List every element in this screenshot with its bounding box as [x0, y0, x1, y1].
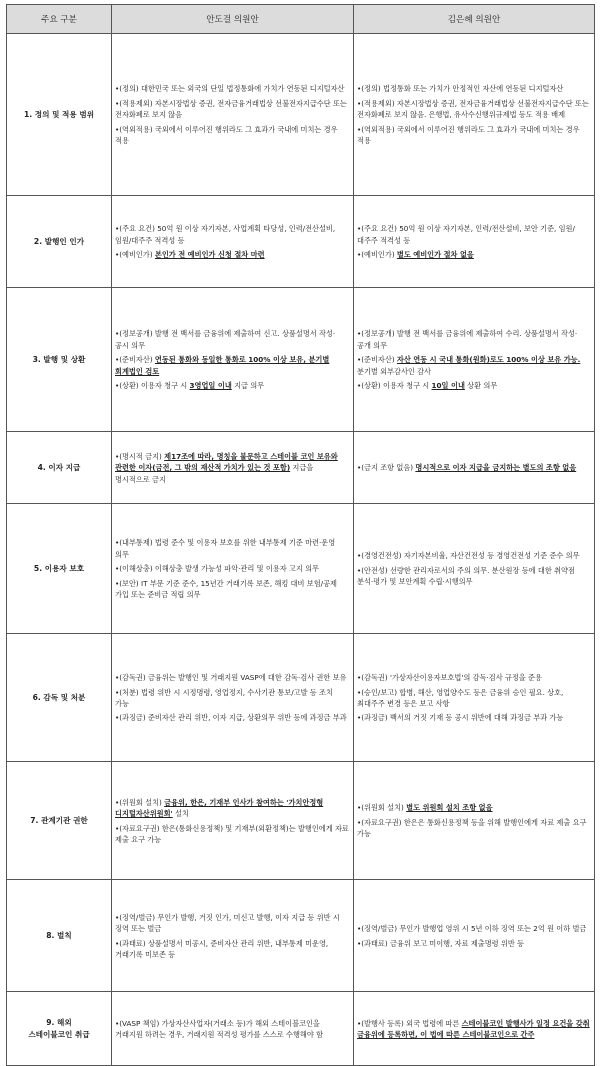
bullet-item	[357, 124, 590, 147]
bullet-item	[115, 223, 349, 246]
bullet-item	[357, 462, 590, 473]
bullet-item	[357, 98, 590, 121]
category-text: 8. 벌칙	[46, 930, 72, 940]
bullet-item	[115, 712, 349, 723]
header-kim-bill: 김은혜 의원안	[354, 5, 595, 34]
highlighted-text: 명시적으로 이자 지급을 금지하는 별도의 조항 없음	[415, 463, 577, 473]
bullet-item	[115, 938, 349, 961]
table-row	[7, 634, 595, 762]
highlighted-text: 10일 이내	[431, 381, 465, 391]
bullet-item	[357, 249, 590, 260]
row-category-label	[7, 992, 112, 1066]
row-category-label	[7, 762, 112, 880]
table-row	[7, 34, 595, 196]
bullet-item	[357, 354, 590, 377]
item-text: •(예비인가)	[115, 250, 155, 260]
bullet-item	[115, 249, 349, 260]
category-text: 2. 발행인 인가	[33, 236, 85, 246]
kim-bill-cell	[354, 34, 595, 196]
item-text: •(정의) 대한민국 또는 외국의 단일 법정통화에 가치가 연동된 디지털자산	[115, 84, 345, 94]
highlighted-text: 스테이블코인 발행사가 일정 요건을 갖춰 금융위에 등록하면, 이 법에 따른 스테이블코인으로 간주	[357, 1018, 590, 1039]
category-text: 5. 이용자 보호	[33, 563, 85, 573]
item-text: •(상환) 이용자 청구 시	[357, 381, 432, 391]
ando-bill-cell	[112, 762, 354, 880]
ando-bill-cell	[112, 34, 354, 196]
category-text: 6. 감독 및 처분	[32, 692, 86, 702]
category-text-line2: 스테이블코인 취급	[28, 1029, 90, 1039]
table-row	[7, 288, 595, 432]
row-category-label	[7, 634, 112, 762]
bullet-item	[115, 354, 349, 377]
bullet-item	[357, 83, 590, 94]
bullet-item	[115, 563, 349, 574]
ando-bill-cell	[112, 504, 354, 634]
item-text: •(역외적용) 국외에서 이루어진 행위라도 그 효과가 국내에 미치는 경우 적용	[115, 124, 338, 146]
kim-bill-cell	[354, 504, 595, 634]
ando-bill-cell	[112, 196, 354, 288]
bullet-item	[115, 537, 349, 560]
highlighted-text: 3영업일 이내	[189, 381, 232, 391]
table-row	[7, 432, 595, 504]
table-row	[7, 762, 595, 880]
header-category: 주요 구분	[7, 5, 112, 34]
item-text: 설치	[172, 809, 189, 819]
item-text: •(과징금) 준비자산 관리 위반, 이자 지급, 상환의무 위반 등에 과징금 부과	[115, 713, 347, 723]
item-text: •(과태료) 상품설명서 미공시, 준비자산 관리 위반, 내부통제 미운영, 거래기록 미보존 등	[115, 938, 329, 959]
bullet-item	[115, 797, 349, 820]
bullet-item	[357, 802, 590, 813]
item-text: •(자료요구권) 한은(통화신용정책) 및 기재부(외환정책)는 발행인에게 자료 제출 요구 가능	[115, 823, 349, 844]
item-text: •(예비인가)	[357, 250, 397, 260]
item-text: •(역외적용) 국외에서 이루어진 행위라도 그 효과가 국내에 미치는 경우 적용	[357, 124, 580, 146]
bullet-item	[357, 565, 590, 588]
bullet-item	[357, 223, 590, 246]
item-text: •(위원회 설치)	[357, 803, 407, 813]
table-row	[7, 504, 595, 634]
highlighted-text: 본인가 전 예비인가 신청 절차 마련	[154, 250, 265, 260]
item-text: •(과태료) 금융위 보고 미이행, 자료 제출명령 위반 등	[357, 938, 524, 948]
highlighted-text: 연동된 통화와 동일한 통화로 100% 이상 보유, 분기별 회계법인 검토	[115, 355, 330, 376]
item-text: •(징역/벌금) 무인가 발행, 거짓 인가, 미신고 발행, 이자 지급 등 위반 시 징역 또는 벌금	[115, 912, 340, 934]
kim-bill-cell	[354, 288, 595, 432]
item-text: 지급을 명시적으로 금지	[115, 463, 314, 484]
bullet-item	[357, 1018, 590, 1041]
item-text: •(위원회 설치)	[115, 797, 165, 807]
bullet-item	[357, 712, 590, 723]
bullet-item	[115, 687, 349, 710]
ando-bill-cell	[112, 288, 354, 432]
item-text: •(처분) 법령 위반 시 시정명령, 영업정지, 수사기관 통보/고발 등 조치 가능	[115, 687, 333, 708]
highlighted-text: 자산 연동 시 국내 통화(원화)로도 100% 이상 보유 가능.	[396, 355, 581, 365]
kim-bill-cell	[354, 880, 595, 992]
item-text: •(보안) IT 부문 기준 준수, 15년간 거래기록 보존, 해킹 대비 보험/공제 가입 또는 준비금 적립 의무	[115, 578, 337, 600]
item-text: •(안전성) 선량한 관리자로서의 주의 의무. 분산원장 등에 대한 취약점 분석·평가 및 보안계획 수립·시행의무	[357, 565, 575, 587]
bullet-item	[115, 578, 349, 601]
item-text: •(주요 요건) 50억 원 이상 자기자본, 인력/전산설비, 보안 기준, 임원/대주주 적격성 등	[357, 224, 575, 245]
bullet-item	[115, 672, 349, 683]
item-text: •(경영건전성) 자기자본비율, 자산건전성 등 경영건전성 기준 준수 의무	[357, 551, 580, 561]
kim-bill-cell	[354, 762, 595, 880]
kim-bill-cell	[354, 432, 595, 504]
category-text: 7. 관계기관 권한	[30, 815, 88, 825]
bullet-item	[115, 124, 349, 147]
bullet-item	[357, 672, 590, 683]
bullet-item	[115, 83, 349, 94]
table-row	[7, 880, 595, 992]
item-text: •(감독권) 금융위는 발행인 및 거래지원 VASP에 대한 감독·검사 권한 보유	[115, 673, 347, 683]
item-text: •(내부통제) 법령 준수 및 이용자 보호를 위한 내부통제 기준 마련·운영 의무	[115, 538, 336, 559]
ando-bill-cell	[112, 880, 354, 992]
item-text: •(정보공개) 발행 전 백서를 금융위에 제출하여 신고. 상품설명서 작성·공시 의무	[115, 329, 336, 350]
row-category-label	[7, 34, 112, 196]
item-text: •(상환) 이용자 청구 시	[115, 381, 190, 391]
item-text: •(금지 조항 없음)	[357, 463, 416, 473]
item-text: •(준비자산)	[115, 355, 155, 365]
item-text: 상환 의무	[464, 381, 498, 391]
row-category-label	[7, 432, 112, 504]
comparison-table-container	[6, 4, 594, 1066]
item-text: •(승인/보고) 합병, 해산, 영업양수도 등은 금융위 승인 필요. 상호, 최대주주 변경 등은 보고 사항	[357, 687, 564, 708]
item-text: •(적용제외) 자본시장법상 증권, 전자금융거래법상 선불전자지급수단 또는 전자화폐로 보지 않음	[115, 98, 347, 120]
highlighted-text: 금융위, 한은, 기재부 인사가 참여하는 '가치안정형 디지털자산위원회'	[115, 797, 324, 819]
ando-bill-cell	[112, 634, 354, 762]
item-text: •(준비자산)	[357, 355, 397, 365]
table-row	[7, 196, 595, 288]
bullet-item	[115, 98, 349, 121]
bullet-item	[357, 938, 590, 949]
kim-bill-cell	[354, 634, 595, 762]
item-text: •(과징금) 백서의 거짓 기재 등 공시 위반에 대해 과징금 부과 가능	[357, 713, 564, 723]
item-text: •(주요 요건) 50억 원 이상 자기자본, 사업계획 타당성, 인력/전산설비, 임원/대주주 적격성 등	[115, 224, 336, 245]
ando-bill-cell	[112, 432, 354, 504]
bullet-item	[357, 687, 590, 710]
item-text: •(명시적 금지)	[115, 451, 165, 461]
item-text: •(감독권) '가상자산이용자보호법'의 감독·검사 규정을 준용	[357, 673, 542, 683]
item-text: •(정보공개) 발행 전 백서를 금융위에 제출하여 수리. 상품설명서 작성·공개 의무	[357, 329, 578, 350]
item-text: •(발행사 등록) 외국 법령에 따른	[357, 1018, 462, 1028]
bullet-item	[115, 912, 349, 935]
highlighted-text: 별도 예비인가 절차 없음	[396, 250, 474, 260]
item-text: •(VASP 책임) 가상자산사업자(거래소 등)가 해외 스테이블코인을 거래지원 하려는 경우, 거래지원 적격성 평가를 스스로 수행해야 함	[115, 1018, 324, 1039]
item-text: 지급 의무	[231, 381, 265, 391]
bullet-item	[115, 380, 349, 391]
ando-bill-cell	[112, 992, 354, 1066]
item-text: •(징역/벌금) 무인가 발행업 영위 시 5년 이하 징역 또는 2억 원 이하 벌금	[357, 924, 587, 934]
bullet-item	[357, 550, 590, 561]
bullet-item	[115, 1018, 349, 1041]
bullet-item	[357, 817, 590, 840]
category-text: 4. 이자 지급	[37, 462, 81, 472]
item-text: •(적용제외) 자본시장법상 증권, 전자금융거래법상 선불전자지급수단 또는 전자화폐로 보지 않음. 은행법, 유사수신행위규제법 등도 적용 배제	[357, 98, 589, 120]
row-category-label	[7, 504, 112, 634]
category-text: 1. 정의 및 적용 범위	[23, 109, 95, 119]
item-text: 분기별 외부감사인 감사	[357, 366, 432, 376]
kim-bill-cell	[354, 992, 595, 1066]
bullet-item	[115, 823, 349, 846]
kim-bill-cell	[354, 196, 595, 288]
item-text: •(정의) 법정통화 또는 가치가 안정적인 자산에 연동된 디지털자산	[357, 84, 564, 94]
bullet-item	[115, 451, 349, 485]
item-text: •(이해상충) 이해상충 발생 가능성 파악·관리 및 이용자 고지 의무	[115, 564, 319, 574]
table-header-row	[7, 5, 595, 34]
row-category-label	[7, 288, 112, 432]
category-text: 9. 해외	[46, 1017, 72, 1027]
item-text: •(자료요구권) 한은은 통화신용정책 등을 위해 발행인에게 자료 제출 요구 가능	[357, 817, 587, 839]
row-category-label	[7, 880, 112, 992]
highlighted-text: 별도 위원회 설치 조항 없음	[406, 803, 493, 813]
header-ando-bill: 안도걸 의원안	[112, 5, 354, 34]
category-text: 3. 발행 및 상환	[32, 354, 86, 364]
comparison-table	[6, 4, 595, 1066]
bullet-item	[357, 923, 590, 934]
bullet-item	[115, 328, 349, 351]
bullet-item	[357, 380, 590, 391]
bullet-item	[357, 328, 590, 351]
table-row	[7, 992, 595, 1066]
row-category-label	[7, 196, 112, 288]
highlighted-text: 제17조에 따라, 명칭을 불문하고 스테이블 코인 보유와 관련한 이자(금전, 그 밖의 재산적 가치가 있는 것 포함)	[115, 451, 338, 473]
